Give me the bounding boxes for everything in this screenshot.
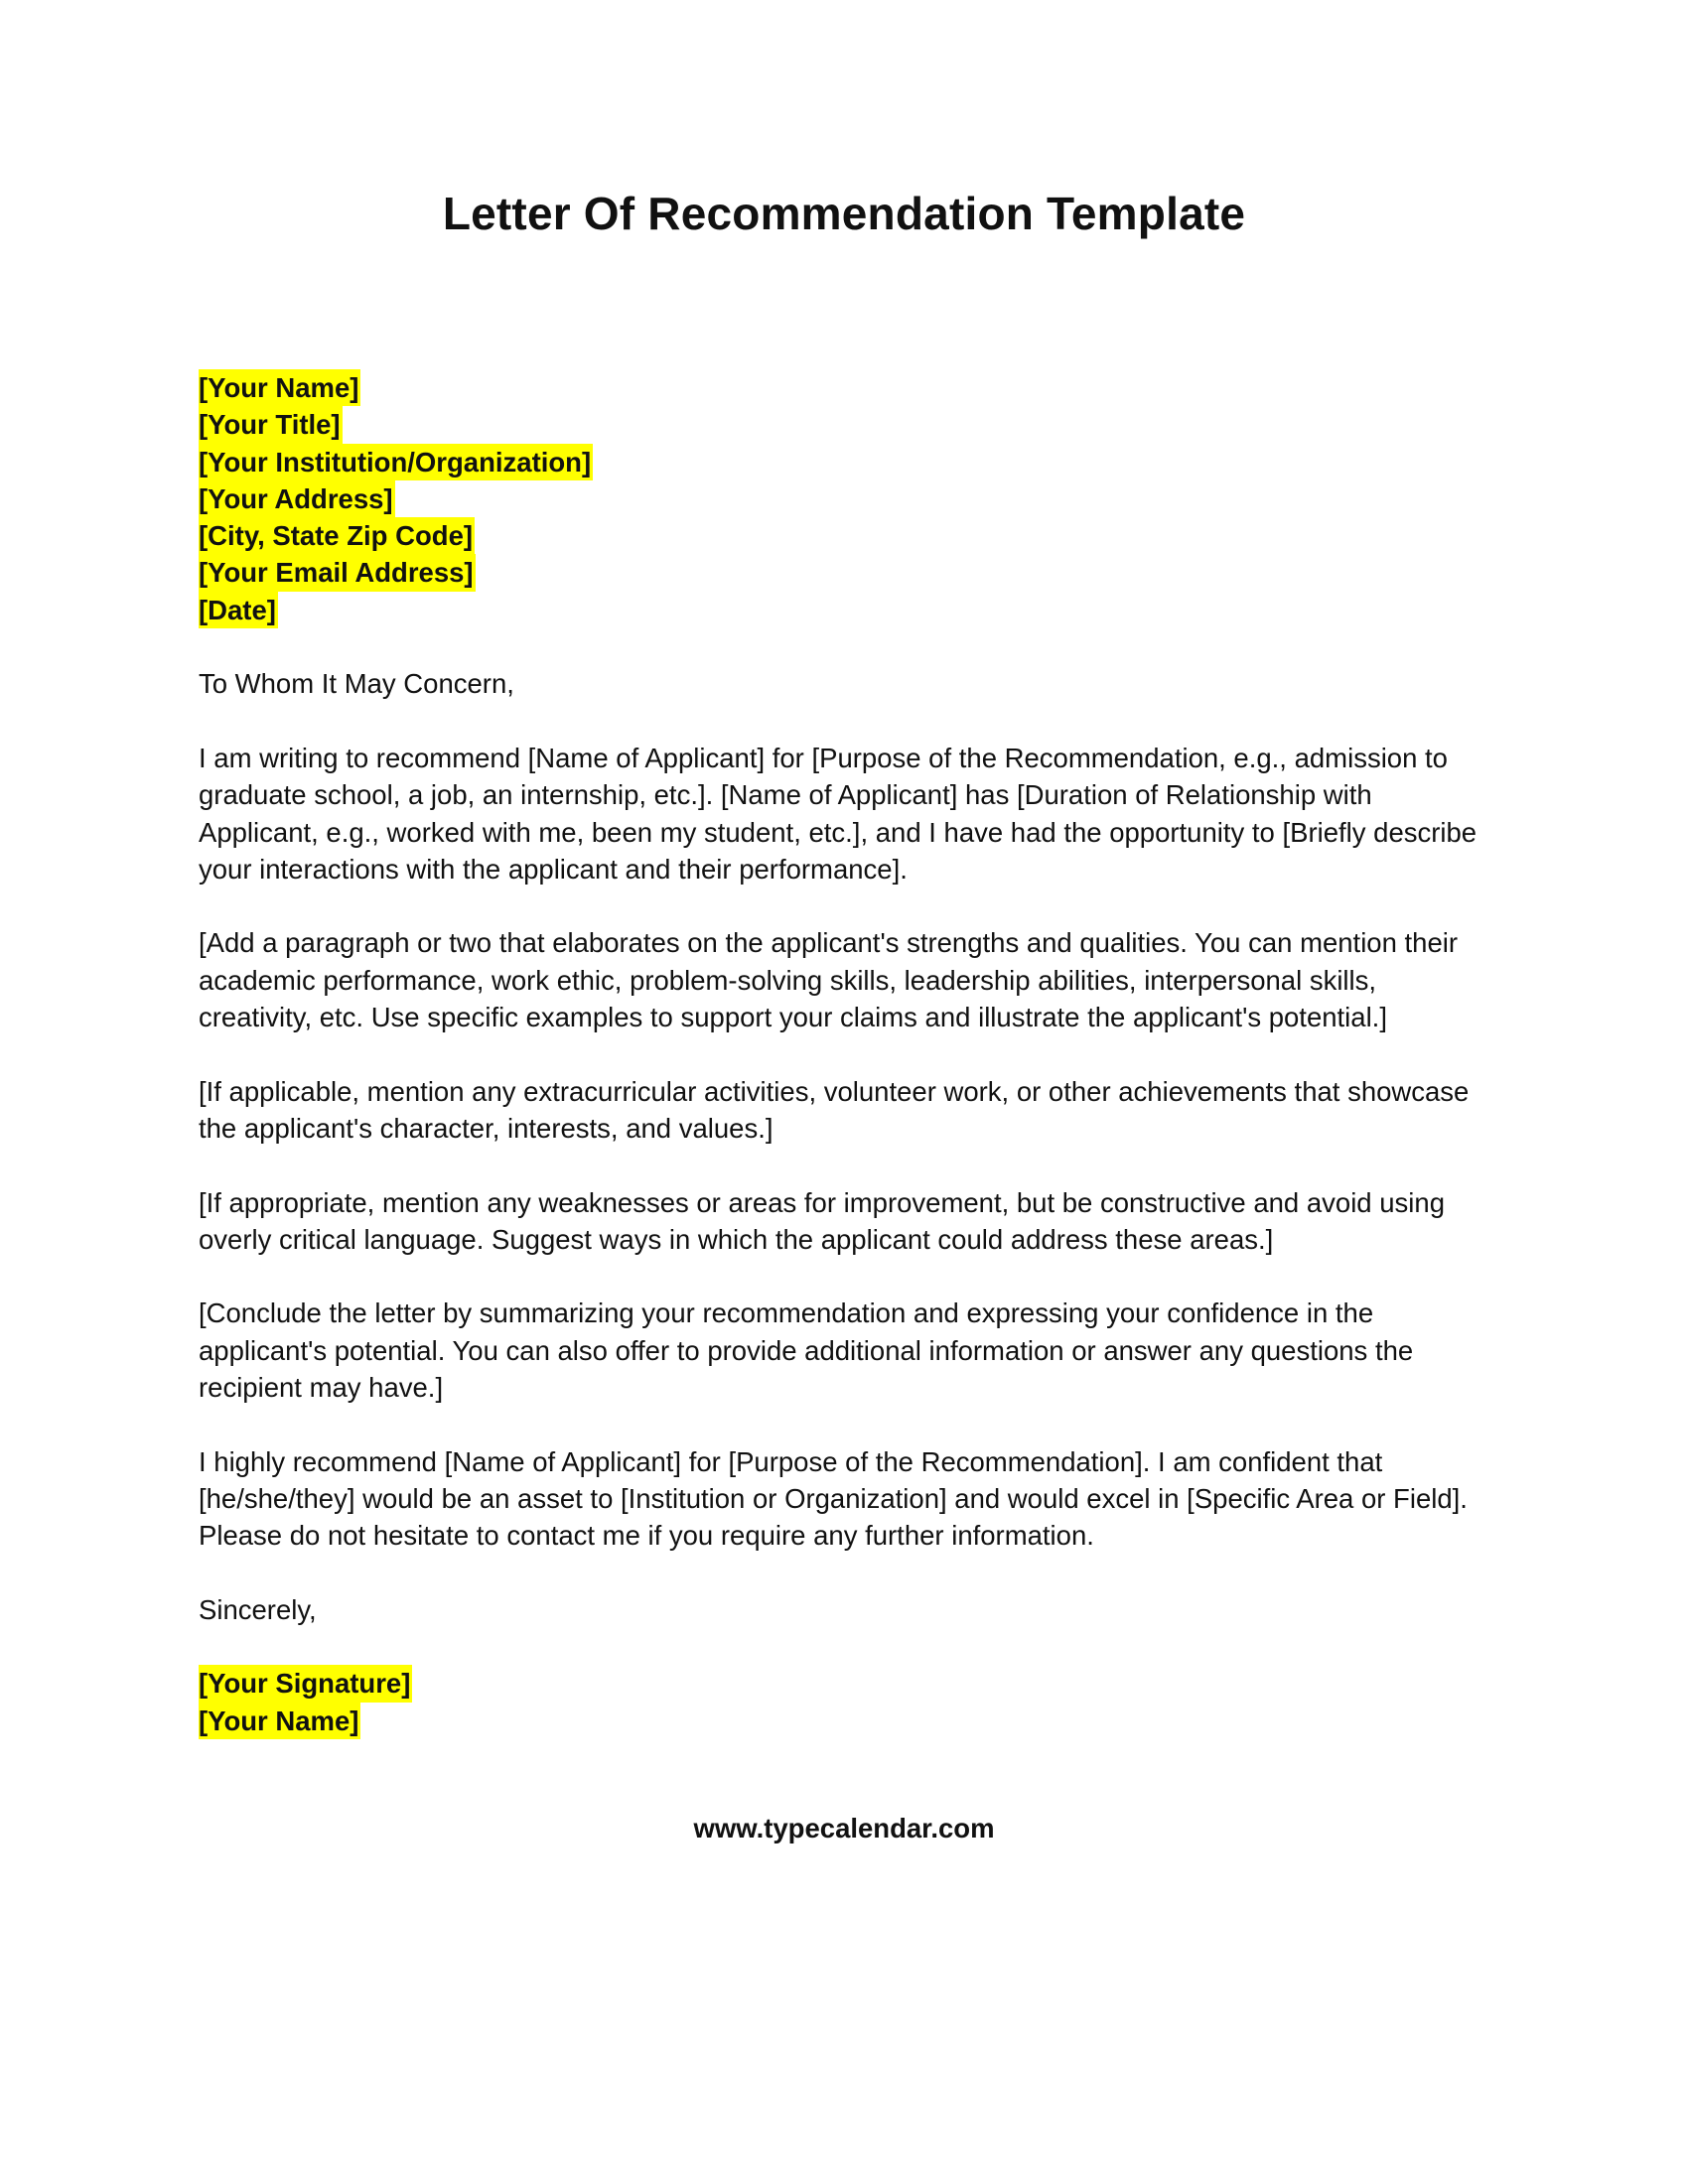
body-paragraph-3: [If applicable, mention any extracurricular activities, volunteer work, or other achievements that showcase the applicant's character, interests, and values.] xyxy=(199,1075,1470,1144)
signature-name: [Your Name] xyxy=(199,1703,360,1739)
letter-body xyxy=(199,369,1489,1739)
sender-block xyxy=(199,369,1489,628)
body-paragraph-5: [Conclude the letter by summarizing your recommendation and expressing your confidence in the applicant's potential. You can also offer to provide additional information or answer any questions the recipient may have.] xyxy=(199,1297,1414,1404)
sender-title: [Your Title] xyxy=(199,406,343,443)
sender-address: [Your Address] xyxy=(199,480,395,517)
sender-date: [Date] xyxy=(199,592,278,628)
salutation: To Whom It May Concern, xyxy=(199,668,514,700)
sender-email: [Your Email Address] xyxy=(199,554,476,591)
sender-city-state-zip: [City, State Zip Code] xyxy=(199,517,475,554)
signature-block xyxy=(199,1665,1489,1739)
sender-organization: [Your Institution/Organization] xyxy=(199,444,593,480)
body-paragraph-2: [Add a paragraph or two that elaborates on the applicant's strengths and qualities. You can mention their academic performance, work ethic, problem-solving skills, leadership abilities, interpersonal skills, creativity, etc. Use specific examples to support your claims and illustrate the applicant's potential.] xyxy=(199,927,1459,1033)
page-title: Letter Of Recommendation Template xyxy=(442,188,1246,239)
sender-name: [Your Name] xyxy=(199,369,360,406)
body-paragraph-6: I highly recommend [Name of Applicant] for [Purpose of the Recommendation]. I am confident that [he/she/they] would be an asset to [Institution or Organization] and would excel in [Specific Area or Field]. Please do not hesitate to contact me if you require any further information. xyxy=(199,1445,1468,1552)
footer-url: www.typecalendar.com xyxy=(693,1813,995,1843)
body-paragraph-1: I am writing to recommend [Name of Applicant] for [Purpose of the Recommendation, e.g., admission to graduate school, a job, an internship, etc.]. [Name of Applicant] has [Duration of Relationship with Applicant, e.g., worked with me, been my student, etc.], and I have had the opportunity to [Briefly describe your interactions with the applicant and their performance]. xyxy=(199,742,1477,885)
signature-placeholder: [Your Signature] xyxy=(199,1665,412,1702)
body-paragraph-4: [If appropriate, mention any weaknesses or areas for improvement, but be constructive and avoid using overly critical language. Suggest ways in which the applicant could address these areas.] xyxy=(199,1186,1445,1255)
closing: Sincerely, xyxy=(199,1593,317,1625)
